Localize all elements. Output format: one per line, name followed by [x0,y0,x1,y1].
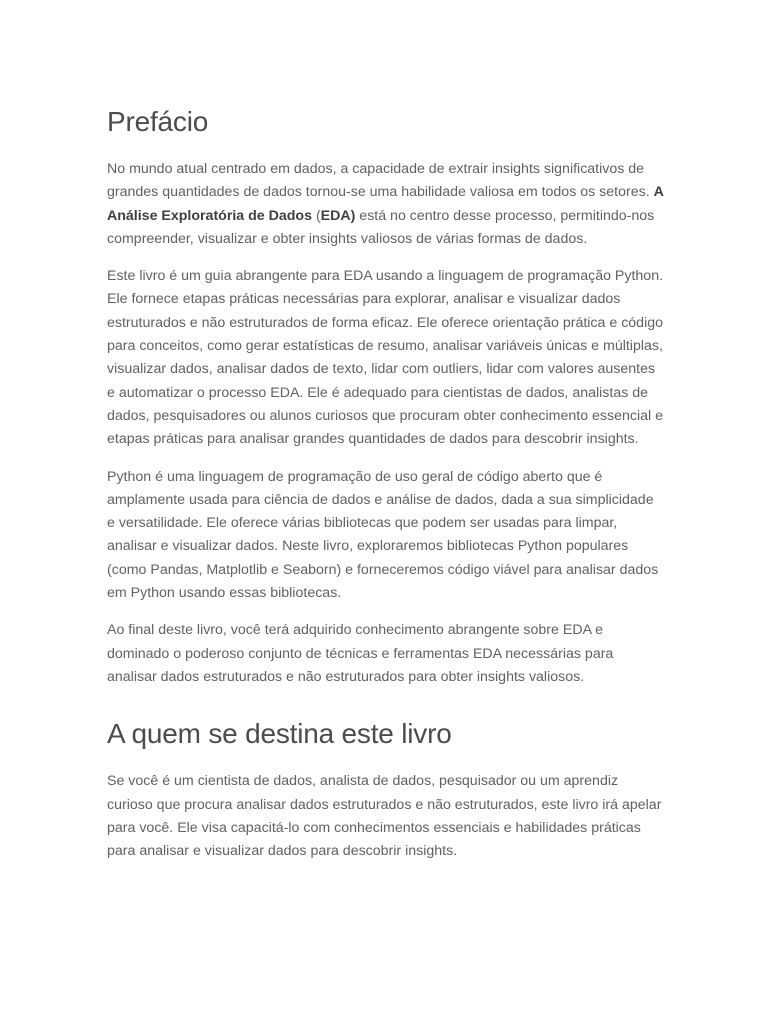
intro-text-end: está no centro desse processo, permitindo-nos compreender, visualizar e obter insights valiosos de várias formas de dados. [107,207,655,247]
intro-text-start: No mundo atual centrado em dados, a capacidade de extrair insights significativos de grandes quantidades de dados tornou-se uma habilidade valiosa em todos os setores. [107,161,654,201]
paragraph-audience: Se você é um cientista de dados, analista de dados, pesquisador ou um aprendiz curioso que procura analisar dados estruturados e não estruturados, este livro irá apelar para você. Ele visa capacitá-lo com conhecimentos essenciais e habilidades práticas para analisar e visualizar dados para descobrir insights. [107,773,662,860]
intro-bold-acronym: EDA) [320,207,356,224]
intro-bold-term: A Análise Exploratória de Dados [107,184,664,224]
paragraph-conclusion: Ao final deste livro, você terá adquirido conhecimento abrangente sobre EDA e dominado o poderoso conjunto de técnicas e ferramentas EDA necessárias para analisar dados estruturados e não estruturados para obter insights valiosos. [107,622,614,685]
paragraph-guide: Este livro é um guia abrangente para EDA usando a linguagem de programação Python. Ele fornece etapas práticas necessárias para explorar, analisar e visualizar dados estruturados e não estruturados de forma eficaz. Ele oferece orientação prática e código para conceitos, como gerar estatísticas de resumo, analisar variáveis únicas e múltiplas, visualizar dados, analisar dados de texto, lidar com outliers, lidar com valores ausentes e automatizar o processo EDA. Ele é adequado para cientistas de dados, analistas de dados, pesquisadores ou alunos curiosos que procuram obter conhecimento essencial e etapas práticas para analisar grandes quantidades de dados para descobrir insights. [107,268,664,448]
intro-text-paren: ( [312,207,321,224]
paragraph-intro [107,158,664,251]
heading-audience: A quem se destina este livro [107,718,452,750]
heading-prefacio: Prefácio [107,106,209,137]
paragraph-python: Python é uma linguagem de programação de uso geral de código aberto que é amplamente usada para ciência de dados e análise de dados, dada a sua simplicidade e versatilidade. Ele oferece várias bibliotecas que podem ser usadas para limpar, analisar e visualizar dados. Neste livro, exploraremos bibliotecas Python populares (como Pandas, Matplotlib e Seaborn) e forneceremos código viável para analisar dados em Python usando essas bibliotecas. [107,468,659,602]
